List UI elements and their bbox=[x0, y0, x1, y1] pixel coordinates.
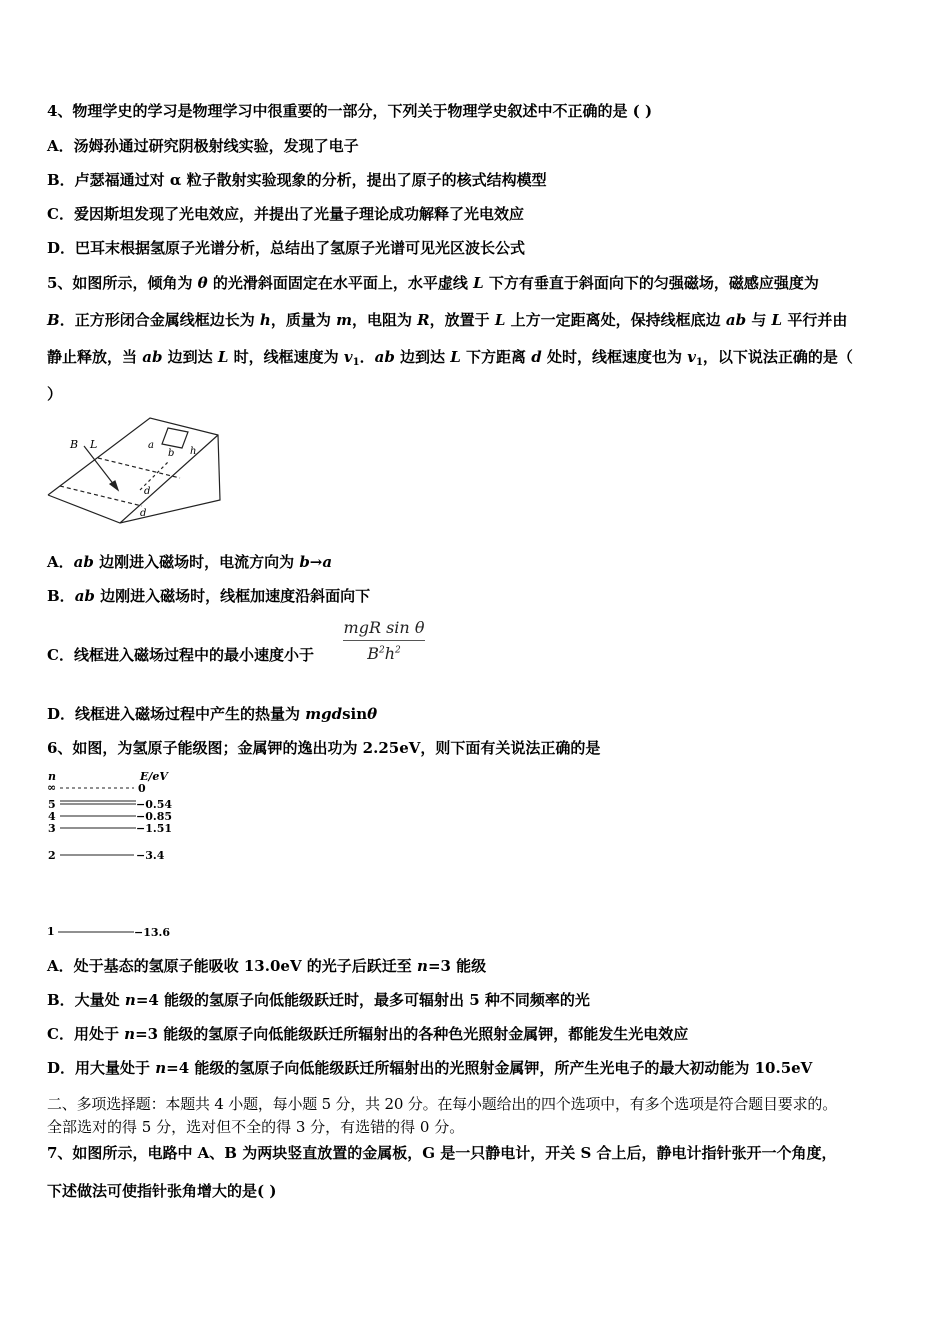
fraction-denominator: $B^2h^2$ bbox=[367, 644, 401, 663]
level-n2: 2 bbox=[48, 849, 56, 862]
q7-stem-line1: 7、如图所示，电路中 A、B 为两块竖直放置的金属板，G 是一只静电计，开关 S 合上后，静电计指针张开一个角度， bbox=[47, 1144, 837, 1162]
level-e1: −13.6 bbox=[134, 926, 171, 939]
q6-option-c: C．用处于 n=3 能级的氢原子向低能级跃迁所辐射出的各种色光照射金属钾，都能发生光电效应 bbox=[47, 1025, 689, 1043]
q4-option-b: B．卢瑟福通过对 α 粒子散射实验现象的分析，提出了原子的核式结构模型 bbox=[47, 171, 547, 189]
q7-stem-line2: 下述做法可使指针张角增大的是( ) bbox=[47, 1182, 277, 1200]
fig-label-d2: d bbox=[140, 508, 147, 519]
fig-label-h: h bbox=[190, 446, 197, 457]
level-e5: −0.54 bbox=[136, 798, 173, 811]
level-n5: 5 bbox=[48, 798, 56, 811]
q5-option-b: B．ab 边刚进入磁场时，线框加速度沿斜面向下 bbox=[47, 587, 371, 605]
level-n-inf: ∞ bbox=[47, 781, 57, 794]
level-n1: 1 bbox=[47, 925, 55, 938]
section2-heading-line2: 全部选对的得 5 分，选对但不全的得 3 分，有选错的得 0 分。 bbox=[47, 1118, 465, 1136]
q5-stem-line1: 5、如图所示，倾角为 θ 的光滑斜面固定在水平面上，水平虚线 L 下方有垂直于斜面向下的匀强磁场，磁感应强度为 bbox=[47, 274, 819, 292]
level-axis-n: n bbox=[48, 770, 56, 783]
q5-stem-line4: ） bbox=[47, 385, 63, 403]
section2-heading-line1: 二、多项选择题：本题共 4 小题，每小题 5 分，共 20 分。在每小题给出的四个选项中，有多个选项是符合题目要求的。 bbox=[47, 1095, 837, 1113]
fig-label-a: a bbox=[148, 440, 154, 451]
q4-stem: 4、物理学史的学习是物理学习中很重要的一部分，下列关于物理学史叙述中不正确的是 ( ) bbox=[47, 102, 653, 120]
q4-option-a: A．汤姆孙通过研究阴极射线实验，发现了电子 bbox=[47, 137, 359, 155]
q5-stem-line3: 静止释放，当 ab 边到达 L 时，线框速度为 $v_1$．ab 边到达 L 下方距离 d 处时，线框速度也为 $v_1$，以下说法正确的是（ bbox=[47, 348, 853, 368]
energy-level-diagram bbox=[44, 768, 184, 943]
q5-stem-line2: B．正方形闭合金属线框边长为 h，质量为 m，电阻为 R，放置于 L 上方一定距离处，保持线框底边 ab 与 L 平行并由 bbox=[47, 311, 848, 329]
q6-stem: 6、如图，为氢原子能级图；金属钾的逸出功为 2.25eV，则下面有关说法正确的是 bbox=[47, 739, 601, 757]
level-axis-e: E/eV bbox=[140, 770, 168, 783]
level-n4: 4 bbox=[48, 810, 56, 823]
level-e4: −0.85 bbox=[136, 810, 173, 823]
q5-option-c: C．线框进入磁场过程中的最小速度小于 bbox=[47, 646, 314, 664]
level-n3: 3 bbox=[48, 822, 56, 835]
min-speed-fraction bbox=[343, 618, 425, 663]
q6-option-d: D．用大量处于 n=4 能级的氢原子向低能级跃迁所辐射出的光照射金属钾，所产生光电子的最大初动能为 10.5eV bbox=[47, 1059, 813, 1077]
fig-label-L: L bbox=[90, 438, 98, 451]
q5-option-d: D．线框进入磁场过程中产生的热量为 mgdsinθ bbox=[47, 705, 378, 723]
q6-option-a: A．处于基态的氢原子能吸收 13.0eV 的光子后跃迁至 n=3 能级 bbox=[47, 957, 487, 975]
fig-label-B: B bbox=[70, 438, 79, 451]
level-e2: −3.4 bbox=[136, 849, 165, 862]
q4-option-c: C．爱因斯坦发现了光电效应，并提出了光量子理论成功解释了光电效应 bbox=[47, 205, 524, 223]
q4-option-d: D．巴耳末根据氢原子光谱分析，总结出了氢原子光谱可见光区波长公式 bbox=[47, 239, 526, 257]
fig-label-b: b bbox=[168, 448, 175, 459]
fraction-numerator: mgR sin θ bbox=[343, 618, 425, 641]
q5-option-a: A．ab 边刚进入磁场时，电流方向为 b→a bbox=[47, 553, 333, 571]
incline-figure bbox=[40, 410, 230, 530]
level-e-inf: 0 bbox=[138, 782, 146, 795]
fig-label-d1: d bbox=[144, 486, 151, 497]
level-e3: −1.51 bbox=[136, 822, 173, 835]
q6-option-b: B．大量处 n=4 能级的氢原子向低能级跃迁时，最多可辐射出 5 种不同频率的光 bbox=[47, 991, 590, 1009]
